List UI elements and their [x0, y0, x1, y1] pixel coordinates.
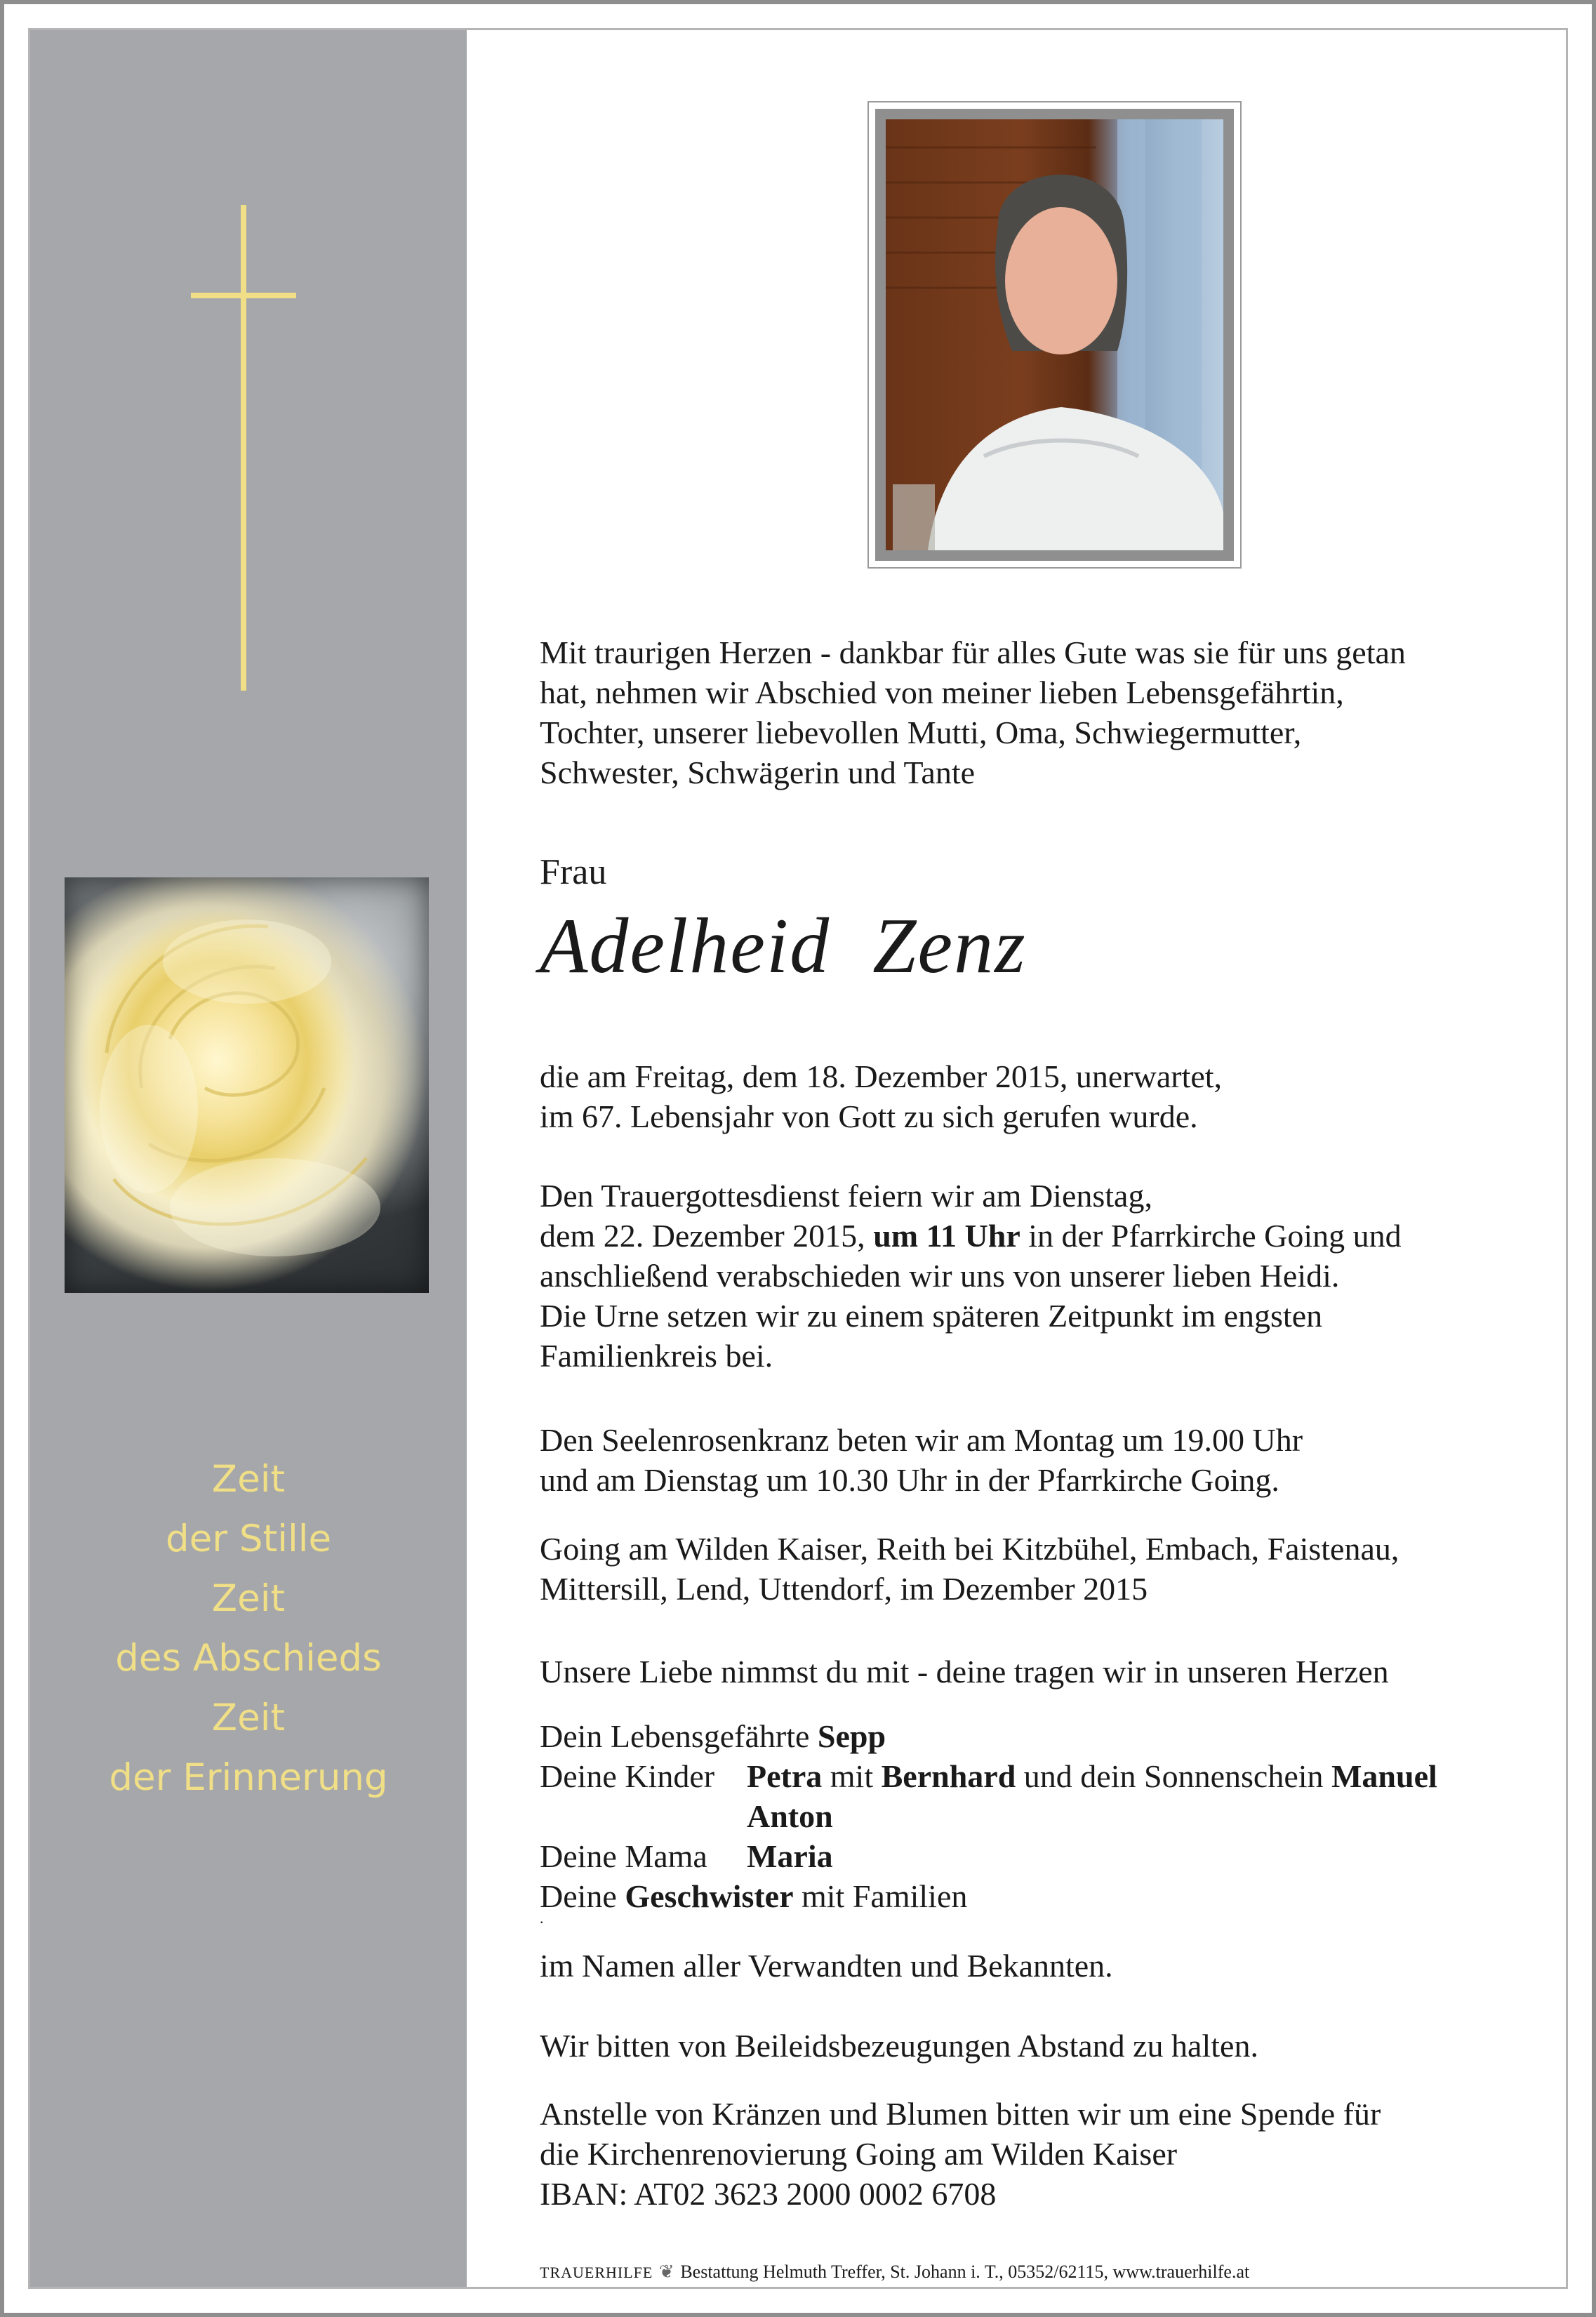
death-line: die am Freitag, dem 18. Dezember 2015, unerwartet, [540, 1058, 1223, 1094]
rosary-line: und am Dienstag um 10.30 Uhr in der Pfarrkirche Going. [540, 1462, 1279, 1498]
family-relatives: im Namen aller Verwandten und Bekannten. [540, 1948, 1113, 1984]
intro-line: hat, nehmen wir Abschied von meiner lieben Lebensgefährtin, [540, 675, 1344, 710]
service-line: dem 22. Dezember 2015, um 11 Uhr in der Pfarrkirche Going und [540, 1218, 1402, 1254]
service-line: Die Urne setzen wir zu einem späteren Zeitpunkt im engsten [540, 1298, 1323, 1334]
footer [540, 2262, 1249, 2283]
condolence-note: Wir bitten von Beileidsbezeugungen Abstand zu halten. [540, 2028, 1258, 2064]
motto-line: der Erinnerung [109, 1756, 388, 1799]
rose-image [65, 877, 429, 1293]
footer-details: Bestattung Helmuth Treffer, St. Johann i. T., 05352/62115, www.trauerhilfe.at [680, 2262, 1250, 2282]
motto-poem [30, 1449, 467, 1807]
donation-line: Anstelle von Kränzen und Blumen bitten wir um eine Spende für [540, 2096, 1381, 2132]
family-child-2: Anton [747, 1798, 833, 1834]
motto-line: Zeit [211, 1697, 286, 1739]
service-time: um 11 Uhr [873, 1218, 1020, 1254]
places-line: Going am Wilden Kaiser, Reith bei Kitzbühel, Embach, Faistenau, [540, 1531, 1399, 1567]
family-separator-dot: . [540, 1909, 544, 1927]
footer-brand: TRAUERHILFE [540, 2264, 653, 2281]
leaf-icon: ❦ [658, 2262, 674, 2282]
motto-line: Zeit [211, 1458, 286, 1501]
family-partner: Dein Lebensgefährte Sepp [540, 1718, 886, 1754]
donation-line: die Kirchenrenovierung Going am Wilden Kaiser [540, 2136, 1178, 2172]
family-children: Petra mit Bernhard und dein Sonnenschein Manuel [747, 1758, 1437, 1794]
service-line: anschließend verabschieden wir uns von unserer lieben Heidi. [540, 1258, 1340, 1294]
death-line: im 67. Lebensjahr von Gott zu sich gerufen wurde. [540, 1098, 1198, 1134]
intro-line: Tochter, unserer liebevollen Mutti, Oma, Schwiegermutter, [540, 715, 1302, 750]
family-mother-label: Deine Mama [540, 1838, 707, 1874]
rosary-line: Den Seelenrosenkranz beten wir am Montag um 19.00 Uhr [540, 1422, 1303, 1458]
salutation: Frau [540, 852, 607, 892]
motto-line: der Stille [165, 1518, 332, 1560]
family-children-label: Deine Kinder [540, 1758, 715, 1794]
love-line: Unsere Liebe nimmst du mit - deine tragen wir in unseren Herzen [540, 1654, 1389, 1689]
motto-line: Zeit [211, 1577, 286, 1620]
motto-line: des Abschieds [115, 1637, 382, 1680]
service-line: Familienkreis bei. [540, 1338, 773, 1374]
family-siblings: Deine Geschwister mit Familien [540, 1878, 968, 1914]
intro-line: Schwester, Schwägerin und Tante [540, 755, 976, 790]
donation-iban: IBAN: AT02 3623 2000 0002 6708 [540, 2176, 997, 2212]
intro-line: Mit traurigen Herzen - dankbar für alles Gute was sie für uns getan [540, 635, 1406, 670]
deceased-name: Adelheid Zenz [540, 903, 1027, 990]
portrait-photo [886, 119, 1223, 550]
family-mother: Maria [747, 1838, 833, 1874]
places-line: Mittersill, Lend, Uttendorf, im Dezember 2015 [540, 1571, 1148, 1607]
service-line: Den Trauergottesdienst feiern wir am Dienstag, [540, 1178, 1152, 1214]
